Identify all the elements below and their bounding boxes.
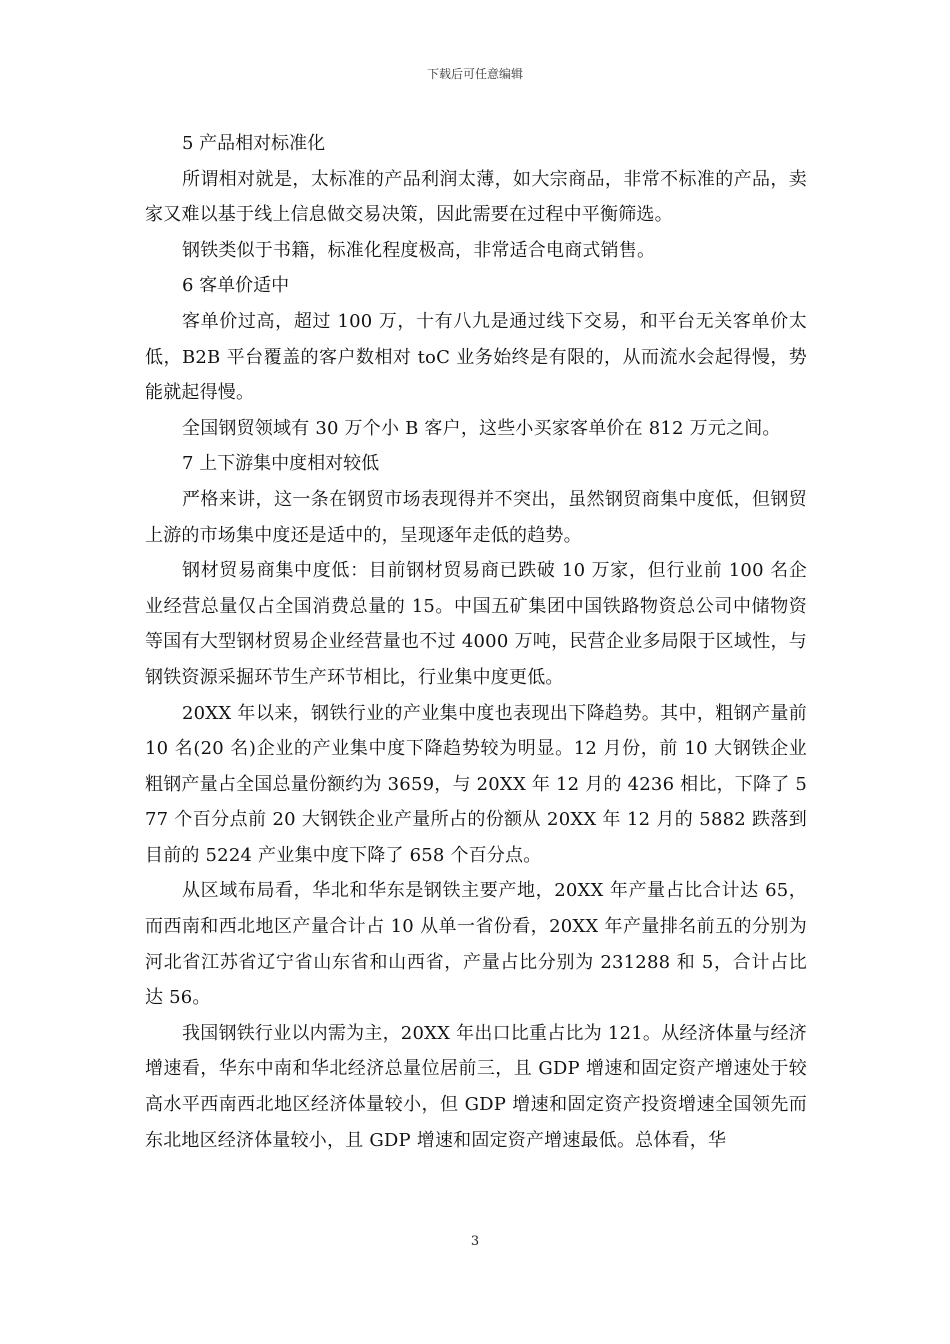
paragraph: 钢材贸易商集中度低：目前钢材贸易商已跌破 10 万家，但行业前 100 名企业经营总量仅占全国消费总量的 15。中国五矿集团中国铁路物资总公司中储物资等国有大型钢材贸易企业经营量也不过 4000 万吨，民营企业多局限于区域性，与钢铁资源采掘环节生产环节相比，行业集中度更低。 bbox=[145, 560, 807, 688]
paragraph: 20XX 年以来，钢铁行业的产业集中度也表现出下降趋势。其中，粗钢产量前 10 名(20 名)企业的产业集中度下降趋势较为明显。12 月份，前 10 大钢铁企业粗钢产量占全国总量份额约为 3659，与 20XX 年 12 月的 4236 相比，下降了 577 个百分点前 20 大钢铁企业产量所占的份额从 20XX 年 12 月的 5882 跌落到目前的 5224 产业集中度下降了 658 个百分点。 bbox=[145, 702, 807, 866]
section-heading-5: 5 产品相对标准化 bbox=[182, 133, 326, 154]
section-heading-6: 6 客单价适中 bbox=[182, 275, 290, 297]
section-heading-7: 7 上下游集中度相对较低 bbox=[182, 453, 380, 475]
page-number: 3 bbox=[470, 1234, 480, 1249]
paragraph: 客单价过高，超过 100 万，十有八九是通过线下交易，和平台无关客单价太低，B2B 平台覆盖的客户数相对 toC 业务始终是有限的，从而流水会起得慢，势能就起得慢。 bbox=[145, 310, 807, 404]
paragraph: 钢铁类似于书籍，标准化程度极高，非常适合电商式销售。 bbox=[182, 239, 656, 261]
paragraph: 从区域布局看，华北和华东是钢铁主要产地，20XX 年产量占比合计达 65，而西南和西北地区产量合计占 10 从单一省份看，20XX 年产量排名前五的分别为河北省江苏省辽宁省山东省和山西省，产量占比分别为 231288 和 5，合计占比达 56。 bbox=[145, 880, 807, 1009]
page-header-note: 下载后可任意编辑 bbox=[426, 67, 523, 81]
paragraph: 严格来讲，这一条在钢贸市场表现得并不突出，虽然钢贸商集中度低，但钢贸上游的市场集中度还是适中的，呈现逐年走低的趋势。 bbox=[145, 488, 807, 546]
paragraph: 所谓相对就是，太标准的产品利润太薄，如大宗商品，非常不标准的产品，卖家又难以基于线上信息做交易决策，因此需要在过程中平衡筛选。 bbox=[145, 168, 807, 226]
document-body bbox=[145, 126, 807, 1158]
paragraph: 我国钢铁行业以内需为主，20XX 年出口比重占比为 121。从经济体量与经济增速看，华东中南和华北经济总量位居前三，且 GDP 增速和固定资产增速处于较高水平西南西北地区经济体量较小，但 GDP 增速和固定资产投资增速全国领先而东北地区经济体量较小，且 GDP 增速和固定资产增速最低。总体看，华 bbox=[145, 1022, 807, 1151]
paragraph: 全国钢贸领域有 30 万个小 B 客户，这些小买家客单价在 812 万元之间。 bbox=[182, 417, 781, 439]
